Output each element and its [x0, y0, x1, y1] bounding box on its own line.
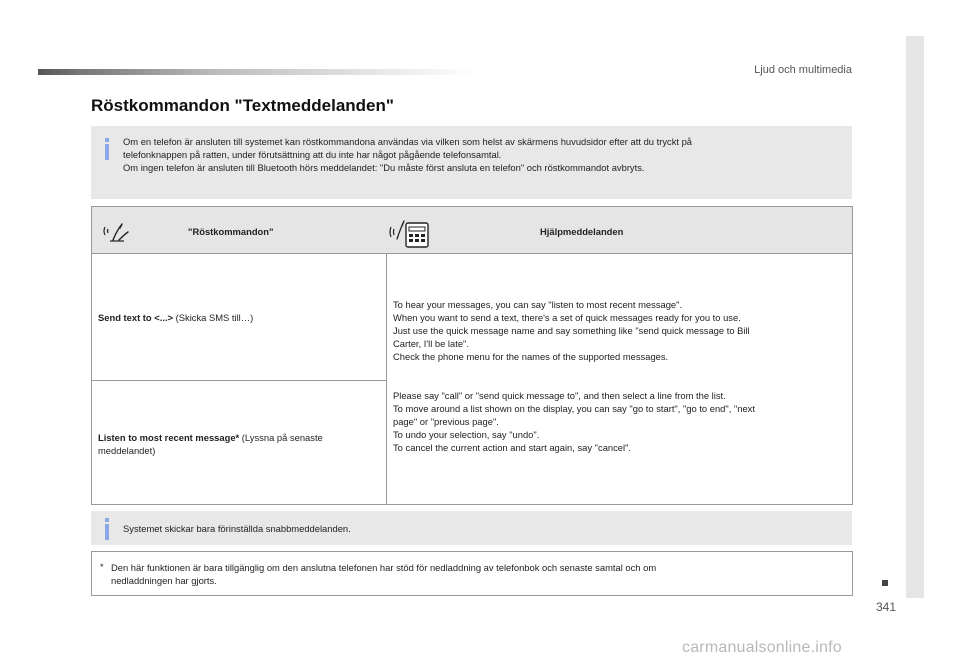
- page-edge-strip: [906, 36, 924, 598]
- command-send-text: [98, 311, 378, 324]
- row-divider: [92, 380, 386, 381]
- info-text: [123, 135, 843, 174]
- info-line: Om en telefon är ansluten till systemet kan röstkommandona användas via vilken som helst av skärmens huvudsidor efter att du tryckt på: [123, 136, 693, 147]
- footnote-box: [91, 551, 853, 596]
- info-box-bottom: [91, 511, 852, 545]
- command-translation: (Lyssna på senaste: [239, 432, 323, 443]
- help-line: When you want to send a text, there's a set of quick messages ready for you to use.: [393, 312, 741, 323]
- table-header: [92, 207, 852, 254]
- help-block-2: [393, 389, 843, 454]
- info-box-top: [91, 126, 852, 199]
- info-icon: [103, 518, 111, 540]
- help-line: To cancel the current action and start again, say "cancel".: [393, 442, 632, 453]
- footnote-marker: *: [235, 432, 240, 443]
- help-line: page" or "previous page".: [393, 416, 499, 427]
- section-title: Ljud och multimedia: [754, 64, 852, 76]
- help-line: Please say "call" or "send quick message to", and then select a line from the list.: [393, 390, 726, 401]
- voice-command-icon: [100, 215, 132, 247]
- info-text: Systemet skickar bara förinställda snabbmeddelanden.: [123, 523, 351, 534]
- info-line: telefonknappen på ratten, under förutsättning att du inte har något pågående telefonsamtal.: [123, 149, 502, 160]
- command-translation: (Skicka SMS till…): [173, 312, 254, 323]
- footnote-line: Den här funktionen är bara tillgänglig om den anslutna telefonen har stöd för nedladdning av telefonbok och senaste samtal och om: [111, 562, 657, 573]
- column-divider: [386, 254, 387, 504]
- command-label: Send text to <...>: [98, 312, 174, 323]
- page-number: 341: [876, 600, 897, 614]
- voice-command-table: [91, 206, 853, 505]
- help-line: To move around a list shown on the display, you can say "go to start", "go to end", "next: [393, 403, 755, 414]
- header-gradient-bar: [38, 69, 478, 75]
- footnote-star: *: [100, 561, 104, 572]
- watermark: carmanualsonline.info: [682, 639, 842, 656]
- command-translation-cont: meddelandet): [98, 445, 156, 456]
- help-line: Check the phone menu for the names of the supported messages.: [393, 351, 669, 362]
- page-marker: [882, 580, 888, 586]
- info-line: Om ingen telefon är ansluten till Bluetooth hörs meddelandet: "Du måste först ansluta en telefon" och röstkommandot avbryts.: [123, 162, 645, 173]
- help-message-icon: [388, 215, 434, 249]
- help-line: To hear your messages, you can say "listen to most recent message".: [393, 299, 683, 310]
- column-header-voice-commands: "Röstkommandon": [188, 226, 274, 237]
- command-label: Listen to most recent message: [98, 432, 236, 443]
- footnote-line: nedladdningen har gjorts.: [111, 575, 217, 586]
- column-header-help-messages: Hjälpmeddelanden: [540, 226, 624, 237]
- help-line: Carter, I'll be late".: [393, 338, 469, 349]
- command-listen-recent: [98, 431, 378, 457]
- help-block-1: [393, 298, 843, 363]
- page-title: Röstkommandon "Textmeddelanden": [91, 96, 394, 115]
- info-icon: [103, 138, 111, 160]
- footnote-text: [111, 561, 811, 587]
- help-line: Just use the quick message name and say something like "send quick message to Bill: [393, 325, 750, 336]
- help-line: To undo your selection, say "undo".: [393, 429, 540, 440]
